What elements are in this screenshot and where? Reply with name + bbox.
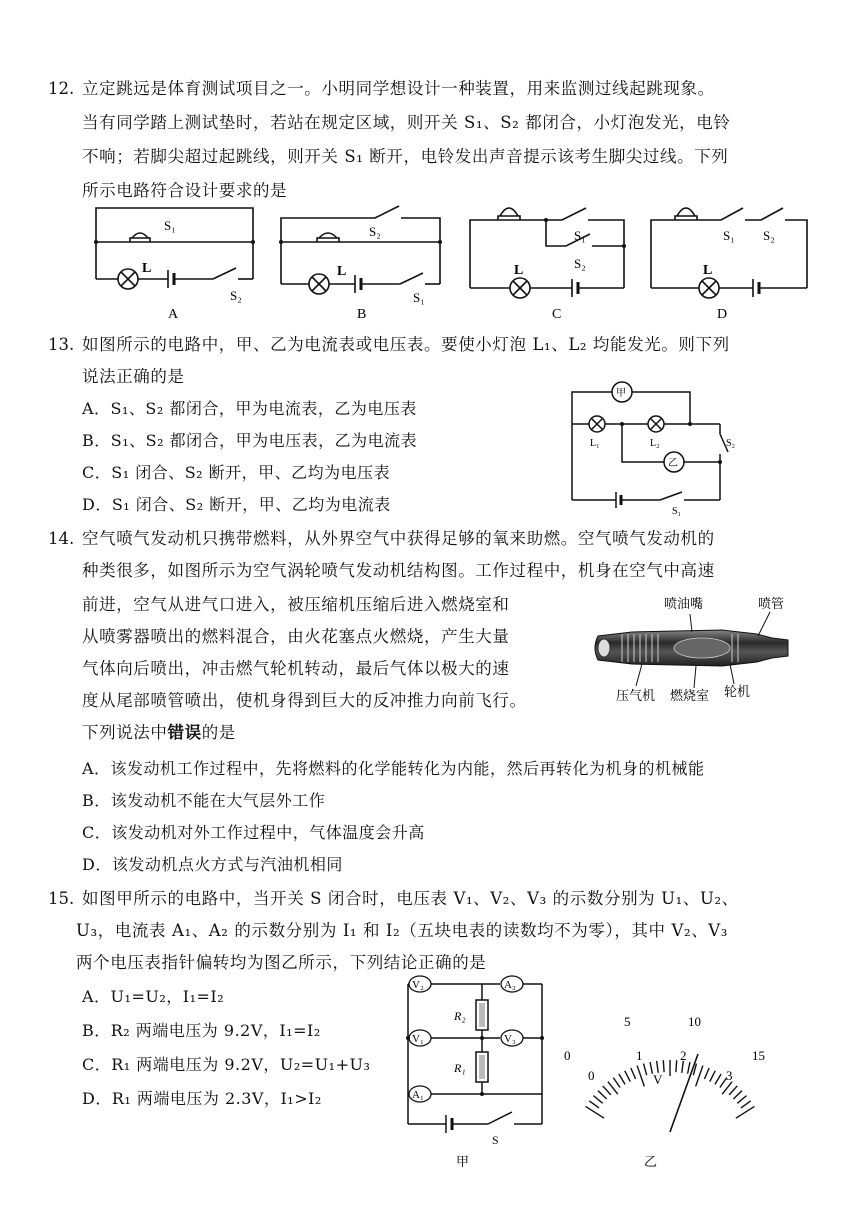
resistor-label: R₁ [454, 1061, 466, 1075]
question-text-line: 所示电路符合设计要求的是 [82, 181, 288, 200]
circuit-diagram-b [275, 202, 450, 320]
option-label: C [552, 307, 562, 320]
question-text-line: 如图甲所示的电路中，当开关 S 闭合时，电压表 V₁、V₂、V₃ 的示数分别为 U₁、U₂、 [82, 889, 739, 908]
question-number: 14. [48, 529, 75, 548]
circuit-diagram-a [88, 202, 263, 320]
meter-label: 乙 [668, 458, 678, 469]
dial-tick [657, 1061, 659, 1073]
question-text-line: 空气喷气发动机只携带燃料，从外界空气中获得足够的氧来助燃。空气喷气发动机的 [82, 529, 715, 548]
question-text-line: 度从尾部喷管喷出，使机身得到巨大的反冲推力向前飞行。 [82, 691, 527, 710]
meter-label: 甲 [616, 388, 626, 399]
option-d[interactable]: D．R₁ 两端电压为 2.3V，I₁>I₂ [82, 1089, 322, 1108]
lamp-label: L [142, 261, 152, 276]
voltmeter-dial-yi [560, 1010, 776, 1176]
lamp-label: L [514, 263, 524, 278]
dial-tick [715, 1074, 721, 1084]
dial-tick [710, 1071, 715, 1082]
option-c[interactable]: C．S₁ 闭合、S₂ 断开，甲、乙均为电压表 [82, 463, 391, 482]
dial-tick [704, 1068, 709, 1079]
switch-label: S₂ [230, 288, 242, 303]
outer-tick-label: 15 [752, 1048, 765, 1063]
emphasis-word: 错误 [167, 723, 202, 742]
question-text-line: 不响；若脚尖超过起跳线，则开关 S₁ 断开，电铃发出声音提示该考生脚尖过线。下列 [82, 147, 729, 166]
option-a[interactable]: A．U₁=U₂，I₁=I₂ [82, 987, 225, 1006]
option-a[interactable]: A．该发动机工作过程中，先将燃料的化学能转化为内能，然后再转化为机身的机械能 [82, 759, 705, 778]
circuit-diagram-q13 [560, 378, 740, 516]
circuit-diagram-d [645, 194, 820, 320]
meter-label: V₃ [504, 1033, 516, 1045]
dial-tick [589, 1101, 599, 1108]
option-label: A [168, 307, 179, 320]
dial-tick [688, 1062, 690, 1074]
dial-tick [593, 1096, 602, 1104]
option-c[interactable]: C．该发动机对外工作过程中，气体温度会升高 [82, 823, 425, 842]
meter-needle [670, 1054, 698, 1132]
switch-label: S₂ [763, 228, 775, 243]
outer-tick-label: 10 [688, 1014, 701, 1029]
lamp-label: L [337, 264, 347, 279]
dial-tick [603, 1086, 611, 1095]
dial-tick [619, 1074, 625, 1084]
option-d[interactable]: D．S₁ 闭合、S₂ 断开，甲、乙均为电流表 [82, 495, 391, 514]
question-text-line: 如图所示的电路中，甲、乙为电流表或电压表。要使小灯泡 L₁、L₂ 均能发光。则下列 [82, 335, 730, 354]
option-label: D [717, 307, 728, 320]
meter-label: A₁ [412, 1089, 424, 1101]
lamp-label: L₁ [590, 438, 600, 449]
dial-tick [613, 1078, 620, 1088]
question-number: 12. [48, 79, 75, 98]
switch-label: S₁ [413, 290, 425, 305]
question-text-line: 立定跳远是体育测试项目之一。小明同学想设计一种装置，用来监测过线起跳现象。 [82, 79, 715, 98]
figure-label: 燃烧室 [670, 688, 710, 703]
question-text-line: 从喷雾器喷出的燃料混合，由火花塞点火燃烧，产生大量 [82, 627, 510, 646]
option-b[interactable]: B．该发动机不能在大气层外工作 [82, 791, 326, 810]
switch-label: S [492, 1133, 499, 1147]
question-number: 15. [48, 889, 75, 908]
inner-tick-label: 2 [680, 1048, 687, 1063]
meter-label: A₂ [504, 979, 516, 991]
figure-label: 喷管 [758, 596, 785, 611]
figure-caption: 甲 [456, 1154, 470, 1169]
option-b[interactable]: B．S₁、S₂ 都闭合，甲为电压表，乙为电流表 [82, 431, 418, 450]
switch-label: S₁ [574, 228, 586, 243]
inner-tick-label: 3 [726, 1068, 733, 1083]
question-text-line: U₃，电流表 A₁、A₂ 的示数分别为 I₁ 和 I₂（五块电表的读数均不为零），其中 V₂、V₃ [76, 921, 729, 940]
switch-label: S₂ [574, 256, 586, 271]
question-number: 13. [48, 335, 75, 354]
lamp-label: L [703, 263, 713, 278]
outer-tick-label: 0 [564, 1048, 571, 1063]
dial-tick [733, 1091, 742, 1099]
switch-label: S₁ [672, 506, 682, 516]
dial-tick [644, 1064, 647, 1076]
dial-tick [737, 1096, 746, 1104]
option-label: B [357, 307, 367, 320]
question-prompt: 下列说法中错误的是 [82, 723, 236, 742]
circuit-diagram-c [462, 194, 637, 320]
figure-label: 喷油嘴 [664, 596, 704, 611]
figure-caption: 乙 [644, 1154, 658, 1169]
switch-label: S₁ [723, 228, 735, 243]
resistor-label: R₂ [454, 1009, 466, 1023]
inner-tick-label: 1 [636, 1048, 643, 1063]
lamp-label: L₂ [650, 438, 660, 449]
unit-label: V [653, 1072, 663, 1087]
option-a[interactable]: A．S₁、S₂ 都闭合，甲为电流表，乙为电压表 [82, 399, 417, 418]
dial-tick [598, 1091, 607, 1099]
dial-tick [586, 1106, 605, 1118]
dial-tick [631, 1068, 636, 1079]
dial-tick [676, 1060, 677, 1072]
question-text-line: 种类很多，如图所示为空气涡轮喷气发动机结构图。工作过程中，机身在空气中高速 [82, 561, 715, 580]
option-d[interactable]: D．该发动机点火方式与汽油机相同 [82, 855, 343, 874]
dial-tick [736, 1106, 755, 1118]
jet-engine-figure [592, 592, 824, 712]
switch-label: S₂ [369, 224, 381, 239]
question-text-line: 说法正确的是 [82, 367, 185, 386]
question-text-line: 气体向后喷出，冲击燃气轮机转动，最后气体以极大的速 [82, 659, 510, 678]
switch-label: S₂ [726, 438, 736, 449]
dial-tick [696, 1066, 703, 1087]
circuit-diagram-jia [396, 972, 556, 1172]
figure-label: 压气机 [616, 688, 656, 703]
outer-tick-label: 5 [624, 1014, 631, 1029]
question-text-line: 前进，空气从进气口进入，被压缩机压缩后进入燃烧室和 [82, 595, 510, 614]
figure-label: 轮机 [724, 684, 751, 699]
dial-tick [729, 1086, 737, 1095]
dial-tick [741, 1101, 751, 1108]
switch-label: S₁ [164, 218, 176, 233]
option-b[interactable]: B．R₂ 两端电压为 9.2V，I₁=I₂ [82, 1021, 321, 1040]
dial-tick [625, 1071, 630, 1082]
option-c[interactable]: C．R₁ 两端电压为 9.2V，U₂=U₁+U₃ [82, 1055, 371, 1074]
meter-label: V₂ [412, 979, 424, 991]
question-text-line: 当有同学踏上测试垫时，若站在规定区域，则开关 S₁、S₂ 都闭合，小灯泡发光，电铃 [82, 113, 731, 132]
inner-tick-label: 0 [588, 1068, 595, 1083]
dial-tick [637, 1066, 644, 1087]
meter-label: V₁ [412, 1033, 424, 1045]
dial-tick [663, 1060, 664, 1072]
question-text-line: 两个电压表指针偏转均为图乙所示，下列结论正确的是 [76, 953, 487, 972]
